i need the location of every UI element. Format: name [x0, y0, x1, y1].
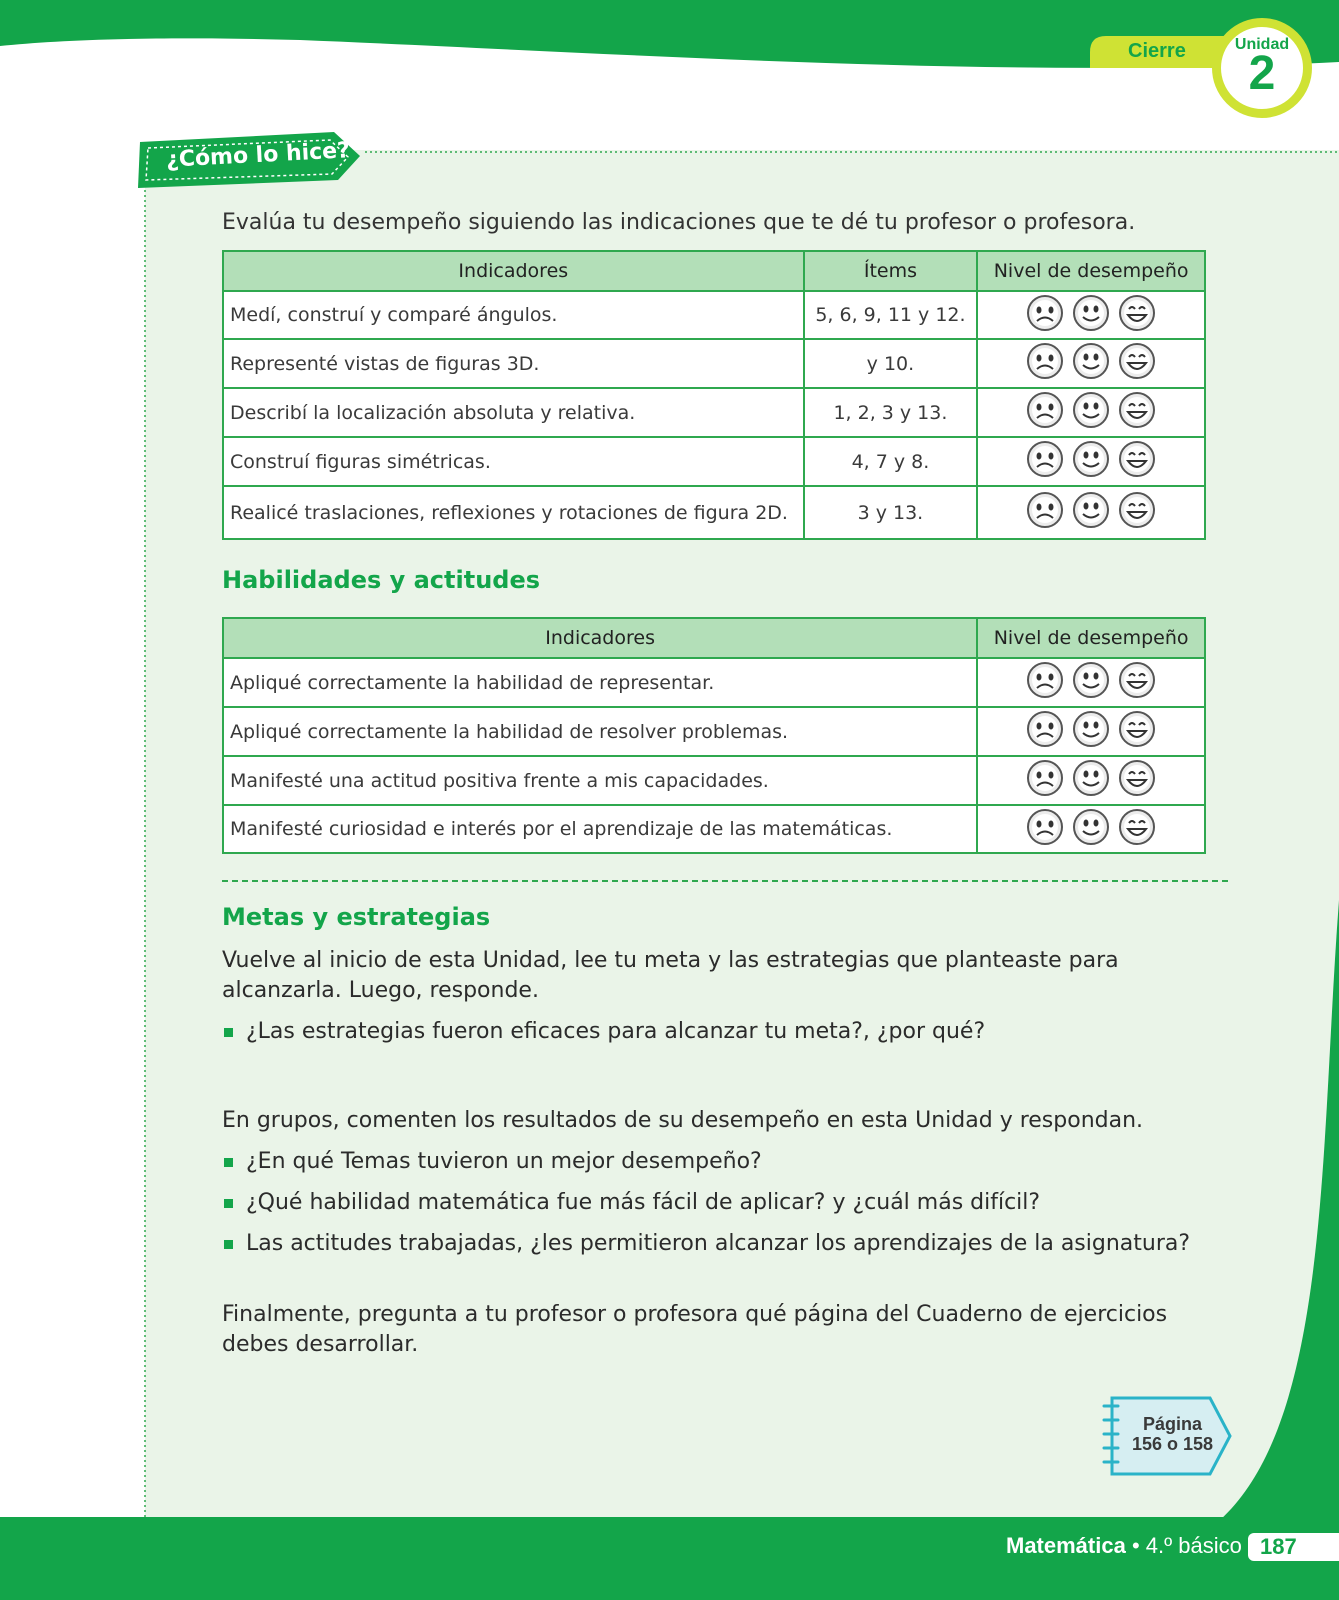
happy-face-icon[interactable]	[1117, 439, 1157, 484]
footer-separator: •	[1131, 1533, 1140, 1558]
header-indicadores: Indicadores	[223, 618, 977, 658]
table-row	[223, 437, 1205, 486]
neutral-face-icon[interactable]	[1071, 758, 1111, 803]
sad-face-icon[interactable]	[1025, 439, 1065, 484]
list-item: ¿Las estrategias fueron eficaces para alcanzar tu meta?, ¿por qué?	[222, 1017, 1208, 1047]
sad-face-icon[interactable]	[1025, 660, 1065, 705]
indicator-cell: Construí figuras simétricas.	[223, 437, 804, 486]
header-items: Ítems	[804, 251, 978, 291]
page-reference-pages: 156 o 158	[1131, 1434, 1214, 1454]
table-row	[223, 486, 1205, 539]
table-row	[223, 339, 1205, 388]
list-item: Las actitudes trabajadas, ¿les permitieron alcanzar los aprendizajes de la asignatura?	[222, 1229, 1208, 1259]
faces-cell	[977, 756, 1205, 805]
sad-face-icon[interactable]	[1025, 390, 1065, 435]
metas-paragraph: Vuelve al inicio de esta Unidad, lee tu meta y las estrategias que planteaste para alcanzarla. Luego, responde.	[222, 948, 1119, 1003]
neutral-face-icon[interactable]	[1071, 439, 1111, 484]
indicator-cell: Apliqué correctamente la habilidad de resolver problemas.	[223, 707, 977, 756]
indicator-cell: Manifesté una actitud positiva frente a mis capacidades.	[223, 756, 977, 805]
table-row	[223, 291, 1205, 339]
sad-face-icon[interactable]	[1025, 709, 1065, 754]
happy-face-icon[interactable]	[1117, 341, 1157, 386]
faces-cell	[977, 291, 1205, 339]
unit-word: Unidad	[1234, 36, 1290, 53]
happy-face-icon[interactable]	[1117, 490, 1157, 535]
section-tag-title: ¿Cómo lo hice?	[165, 138, 351, 173]
table-row	[223, 658, 1205, 707]
indicator-cell: Manifesté curiosidad e interés por el aprendizaje de las matemáticas.	[223, 805, 977, 853]
metas-heading: Metas y estrategias	[222, 903, 491, 931]
habilidades-heading: Habilidades y actitudes	[222, 566, 541, 594]
grupos-paragraph: En grupos, comenten los resultados de su desempeño en esta Unidad y respondan.	[222, 1108, 1144, 1133]
faces-cell	[977, 707, 1205, 756]
performance-table	[222, 250, 1206, 540]
table-row	[223, 756, 1205, 805]
neutral-face-icon[interactable]	[1071, 807, 1111, 852]
happy-face-icon[interactable]	[1117, 807, 1157, 852]
neutral-face-icon[interactable]	[1071, 293, 1111, 338]
sad-face-icon[interactable]	[1025, 807, 1065, 852]
neutral-face-icon[interactable]	[1071, 390, 1111, 435]
unit-number: 2	[1248, 47, 1276, 100]
faces-cell	[977, 658, 1205, 707]
footer-grade: 4.º básico	[1145, 1533, 1242, 1558]
items-cell: 1, 2, 3 y 13.	[804, 388, 978, 437]
page-reference-text	[1130, 1414, 1215, 1454]
list-item: ¿Qué habilidad matemática fue más fácil de aplicar? y ¿cuál más difícil?	[222, 1188, 1208, 1218]
neutral-face-icon[interactable]	[1071, 709, 1111, 754]
happy-face-icon[interactable]	[1117, 709, 1157, 754]
page-reference-label: Página	[1142, 1414, 1203, 1434]
happy-face-icon[interactable]	[1117, 660, 1157, 705]
unit-badge	[1212, 18, 1312, 118]
metas-bullets	[222, 1017, 1208, 1058]
indicator-cell: Medí, construí y comparé ángulos.	[223, 291, 804, 339]
indicator-cell: Realicé traslaciones, reflexiones y rotaciones de figura 2D.	[223, 486, 804, 539]
header-nivel: Nivel de desempeño	[977, 251, 1205, 291]
faces-cell	[977, 437, 1205, 486]
list-item: ¿En qué Temas tuvieron un mejor desempeño?	[222, 1147, 1208, 1177]
table-row	[223, 707, 1205, 756]
sad-face-icon[interactable]	[1025, 341, 1065, 386]
footer-subject-name: Matemática	[1006, 1533, 1126, 1558]
section-label: Cierre	[1128, 40, 1186, 62]
final-paragraph: Finalmente, pregunta a tu profesor o profesora qué página del Cuaderno de ejercicios debes desarrollar.	[222, 1302, 1168, 1357]
faces-cell	[977, 388, 1205, 437]
items-cell: 4, 7 y 8.	[804, 437, 978, 486]
sad-face-icon[interactable]	[1025, 490, 1065, 535]
faces-cell	[977, 805, 1205, 853]
section-divider	[222, 880, 1228, 882]
table-row	[223, 805, 1205, 853]
indicator-cell: Apliqué correctamente la habilidad de representar.	[223, 658, 977, 707]
happy-face-icon[interactable]	[1117, 758, 1157, 803]
neutral-face-icon[interactable]	[1071, 660, 1111, 705]
neutral-face-icon[interactable]	[1071, 341, 1111, 386]
indicator-cell: Describí la localización absoluta y relativa.	[223, 388, 804, 437]
faces-cell	[977, 486, 1205, 539]
sad-face-icon[interactable]	[1025, 293, 1065, 338]
indicator-cell: Representé vistas de figuras 3D.	[223, 339, 804, 388]
happy-face-icon[interactable]	[1117, 390, 1157, 435]
items-cell: 5, 6, 9, 11 y 12.	[804, 291, 978, 339]
neutral-face-icon[interactable]	[1071, 490, 1111, 535]
table-row	[223, 388, 1205, 437]
page-number: 187	[1248, 1533, 1339, 1561]
header-nivel: Nivel de desempeño	[977, 618, 1205, 658]
footer-subject	[1006, 1533, 1242, 1559]
items-cell: y 10.	[804, 339, 978, 388]
faces-cell	[977, 339, 1205, 388]
happy-face-icon[interactable]	[1117, 293, 1157, 338]
items-cell: 3 y 13.	[804, 486, 978, 539]
sad-face-icon[interactable]	[1025, 758, 1065, 803]
grupos-bullets	[222, 1147, 1208, 1270]
intro-text: Evalúa tu desempeño siguiendo las indicaciones que te dé tu profesor o profesora.	[222, 210, 1136, 235]
skills-table	[222, 617, 1206, 854]
header-indicadores: Indicadores	[223, 251, 804, 291]
